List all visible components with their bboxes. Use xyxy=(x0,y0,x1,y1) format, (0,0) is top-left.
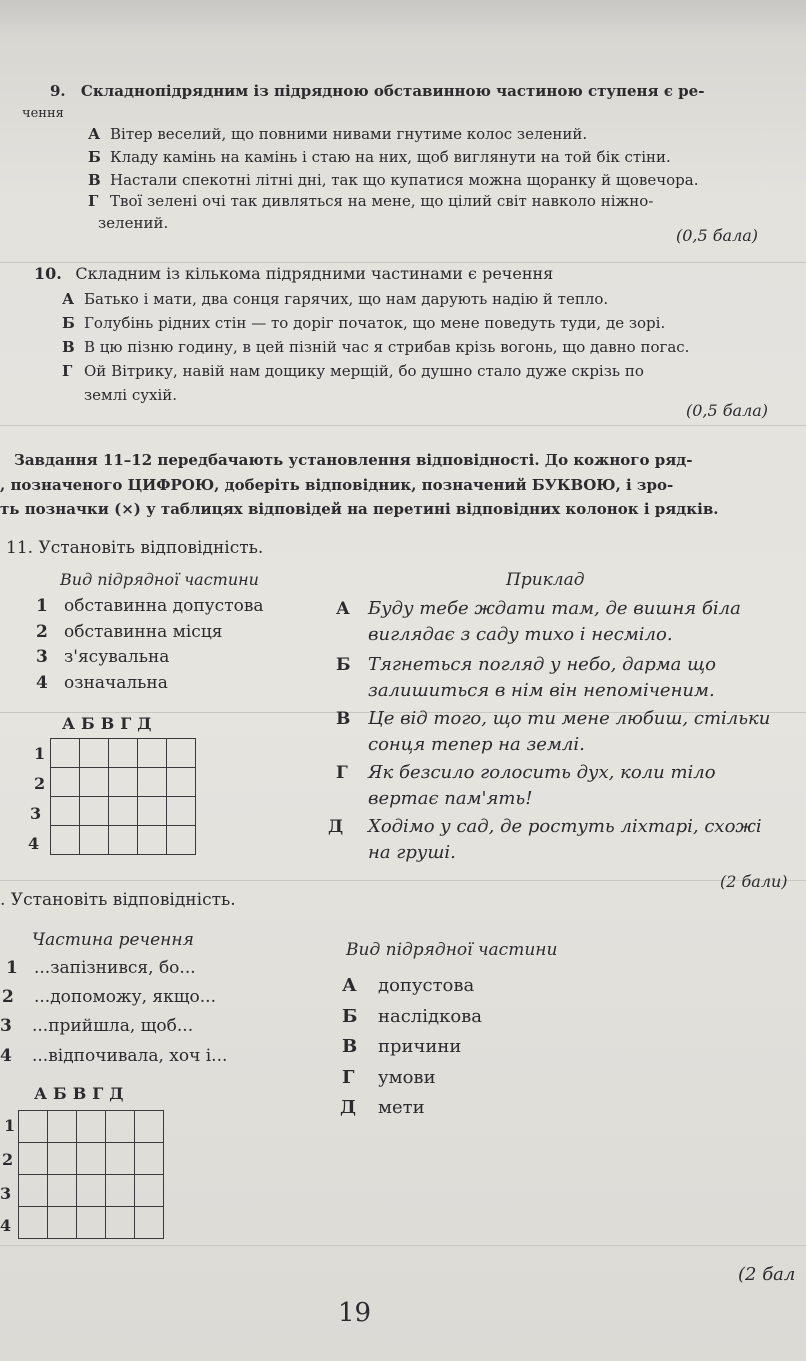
option-letter: В xyxy=(62,338,75,356)
type-letter: В xyxy=(342,1036,358,1057)
answer-cell[interactable] xyxy=(77,1175,106,1207)
q10-stem xyxy=(34,264,553,283)
q12-grid-row-label: 1 xyxy=(4,1116,16,1135)
q10-option-a xyxy=(62,290,608,308)
answer-cell[interactable] xyxy=(48,1143,77,1175)
item-number: 1 xyxy=(36,596,48,616)
item-text: ...допоможу, якщо... xyxy=(34,987,216,1007)
q12-title: . Установіть відповідність. xyxy=(0,890,236,910)
item-text: обставинна місця xyxy=(64,622,223,642)
instructions-line1: Завдання 11–12 передбачають установлення відповідності. До кожного ряд- xyxy=(14,451,693,469)
q12-item-2 xyxy=(2,987,216,1007)
answer-cell[interactable] xyxy=(106,1207,135,1239)
answer-cell[interactable] xyxy=(80,826,109,855)
q9-continuation: зелений. xyxy=(98,214,169,232)
answer-cell[interactable] xyxy=(106,1111,135,1143)
instructions-line3: ть позначки (×) у таблицях відповідей на перетині відповідних колонок і рядків. xyxy=(0,500,719,518)
example-line1: Тягнеться погляд у небо, дарма що xyxy=(368,654,716,675)
q9-stem-line2: чення xyxy=(22,106,64,121)
answer-cell[interactable] xyxy=(109,768,138,797)
answer-cell[interactable] xyxy=(80,768,109,797)
option-letter: Г xyxy=(62,362,73,380)
q11-example-c-line2: сонця тепер на землі. xyxy=(368,734,585,755)
answer-cell[interactable] xyxy=(138,739,167,768)
q11-grid-header: АБВГД xyxy=(62,714,158,733)
q12-item-1 xyxy=(6,958,196,978)
item-number: 3 xyxy=(0,1016,12,1036)
type-letter: Б xyxy=(342,1006,358,1027)
q10-option-c xyxy=(62,338,689,356)
q10-stem-text: Складним із кількома підрядними частинами є речення xyxy=(75,264,554,283)
q11-example-a xyxy=(336,598,741,619)
q11-right-header: Приклад xyxy=(506,570,585,590)
item-number: 1 xyxy=(6,958,18,978)
type-text: наслідкова xyxy=(378,1006,483,1027)
q9-option-c xyxy=(88,171,698,189)
q11-item-4 xyxy=(36,673,168,693)
q11-answer-grid xyxy=(50,738,196,855)
q9-option-d xyxy=(88,192,653,210)
q12-grid-row-label: 2 xyxy=(2,1150,14,1169)
example-letter: А xyxy=(336,599,350,619)
answer-cell[interactable] xyxy=(51,739,80,768)
item-text: обставинна допустова xyxy=(64,596,264,616)
answer-cell[interactable] xyxy=(135,1207,164,1239)
q11-grid-row-label: 4 xyxy=(28,834,40,853)
q11-example-c xyxy=(336,708,770,729)
q11-item-2 xyxy=(36,622,222,642)
item-number: 4 xyxy=(0,1046,12,1066)
option-text: В цю пізню годину, в цей пізній час я стрибав крізь вогонь, що давно погас. xyxy=(84,338,690,356)
item-number: 4 xyxy=(36,673,48,693)
answer-cell[interactable] xyxy=(106,1175,135,1207)
q12-left-header: Частина речення xyxy=(32,930,194,950)
option-letter: Б xyxy=(88,148,101,166)
option-text: Голубінь рідних стін — то доріг початок, що мене поведуть туди, де зорі. xyxy=(84,314,666,332)
option-letter: А xyxy=(62,290,75,308)
q9-option-b xyxy=(88,148,671,166)
item-text: ...запізнився, бо... xyxy=(34,958,196,978)
answer-cell[interactable] xyxy=(51,797,80,826)
answer-cell[interactable] xyxy=(48,1207,77,1239)
q9-stem xyxy=(50,82,704,100)
q11-item-1 xyxy=(36,596,264,616)
q12-right-header: Вид підрядної частини xyxy=(346,940,558,960)
option-letter: Б xyxy=(62,314,75,332)
item-text: означальна xyxy=(64,673,168,693)
q9-number: 9. xyxy=(50,82,66,100)
answer-cell[interactable] xyxy=(109,797,138,826)
option-letter: А xyxy=(88,125,101,143)
answer-cell[interactable] xyxy=(48,1111,77,1143)
item-text: ...прийшла, щоб... xyxy=(32,1016,194,1036)
answer-cell[interactable] xyxy=(109,739,138,768)
example-letter: Д xyxy=(328,817,344,837)
type-text: умови xyxy=(378,1067,436,1088)
q10-number: 10. xyxy=(34,264,62,283)
q10-continuation: землі сухій. xyxy=(84,386,178,404)
q12-item-4 xyxy=(0,1046,227,1066)
page-number: 19 xyxy=(338,1298,372,1328)
q12-grid-header: АБВГД xyxy=(34,1084,130,1103)
q11-example-b-line2: залишиться в нім він непоміченим. xyxy=(368,680,715,701)
answer-cell[interactable] xyxy=(138,797,167,826)
example-letter: Г xyxy=(336,763,348,783)
answer-cell[interactable] xyxy=(77,1111,106,1143)
answer-cell[interactable] xyxy=(80,797,109,826)
option-letter: Г xyxy=(88,192,99,210)
option-text: Батько і мати, два сонця гарячих, що нам дарують надію й тепло. xyxy=(84,290,609,308)
q9-points: (0,5 бала) xyxy=(676,226,759,245)
answer-cell[interactable] xyxy=(51,768,80,797)
q11-example-e-line2: на груші. xyxy=(368,842,456,863)
q11-item-3 xyxy=(36,647,169,667)
q11-example-a-line2: виглядає з саду тихо і несміло. xyxy=(368,624,673,645)
answer-cell[interactable] xyxy=(138,768,167,797)
example-letter: В xyxy=(336,709,351,729)
option-text: Ой Вітрику, навій нам дощику мерщій, бо душно стало дуже скрізь по xyxy=(84,362,644,380)
q12-type-d xyxy=(342,1067,436,1088)
option-letter: В xyxy=(88,171,101,189)
q11-example-b xyxy=(336,654,716,675)
q11-title: 11. Установіть відповідність. xyxy=(6,538,264,558)
q12-type-c xyxy=(342,1036,461,1057)
q9-stem-line1: Складнопідрядним із підрядною обставинною частиною ступеня є ре- xyxy=(80,82,705,100)
item-number: 3 xyxy=(36,647,48,667)
answer-cell[interactable] xyxy=(135,1143,164,1175)
example-line1: Буду тебе ждати там, де вишня біла xyxy=(368,598,741,619)
item-text: з'ясувальна xyxy=(64,647,170,667)
q12-type-e xyxy=(340,1097,425,1118)
answer-cell[interactable] xyxy=(51,826,80,855)
answer-cell[interactable] xyxy=(77,1143,106,1175)
answer-cell[interactable] xyxy=(48,1175,77,1207)
option-text: Твої зелені очі так дивляться на мене, що цілий світ навколо ніжно- xyxy=(110,192,654,210)
option-text: Вітер веселий, що повними нивами гнутиме колос зелений. xyxy=(110,125,588,143)
type-letter: А xyxy=(342,975,357,996)
example-line1: Як безсило голосить дух, коли тіло xyxy=(368,762,716,783)
answer-cell[interactable] xyxy=(19,1207,48,1239)
answer-cell[interactable] xyxy=(167,826,196,855)
type-text: мети xyxy=(378,1097,425,1118)
type-letter: Д xyxy=(340,1097,357,1118)
answer-cell[interactable] xyxy=(77,1207,106,1239)
type-text: причини xyxy=(378,1036,462,1057)
q12-answer-grid xyxy=(18,1110,164,1239)
q12-points: (2 бал xyxy=(738,1264,796,1285)
q10-points: (0,5 бала) xyxy=(686,401,769,420)
item-number: 2 xyxy=(36,622,48,642)
type-letter: Г xyxy=(342,1067,355,1088)
q12-type-b xyxy=(342,1006,482,1027)
answer-cell[interactable] xyxy=(167,768,196,797)
answer-cell[interactable] xyxy=(135,1175,164,1207)
q9-option-a xyxy=(88,125,587,143)
instructions-line2: , позначеного ЦИФРОЮ, доберіть відповідник, позначений БУКВОЮ, і зро- xyxy=(0,476,674,494)
answer-cell[interactable] xyxy=(167,739,196,768)
q11-left-header: Вид підрядної частини xyxy=(60,570,259,589)
q10-option-d xyxy=(62,362,644,380)
q11-grid-row-label: 2 xyxy=(34,774,46,793)
q11-example-e xyxy=(328,816,762,837)
q11-example-d-line2: вертає пам'ять! xyxy=(368,788,533,809)
option-text: Кладу камінь на камінь і стаю на них, щоб виглянути на той бік стіни. xyxy=(110,148,671,166)
example-letter: Б xyxy=(336,655,351,675)
answer-cell[interactable] xyxy=(138,826,167,855)
answer-cell[interactable] xyxy=(109,826,138,855)
answer-cell[interactable] xyxy=(80,739,109,768)
item-number: 2 xyxy=(2,987,14,1007)
answer-cell[interactable] xyxy=(19,1111,48,1143)
q12-item-3 xyxy=(0,1016,193,1036)
q11-grid-row-label: 1 xyxy=(34,744,46,763)
q12-grid-row-label: 4 xyxy=(0,1216,12,1235)
q12-grid-row-label: 3 xyxy=(0,1184,12,1203)
answer-cell[interactable] xyxy=(135,1111,164,1143)
option-text: Настали спекотні літні дні, так що купатися можна щоранку й щовечора. xyxy=(110,171,699,189)
example-line1: Ходімо у сад, де ростуть ліхтарі, схожі xyxy=(368,816,762,837)
answer-cell[interactable] xyxy=(167,797,196,826)
q11-grid-row-label: 3 xyxy=(30,804,42,823)
answer-cell[interactable] xyxy=(19,1175,48,1207)
example-line1: Це від того, що ти мене любиш, стільки xyxy=(368,708,771,729)
answer-cell[interactable] xyxy=(19,1143,48,1175)
q11-example-d xyxy=(336,762,716,783)
item-text: ...відпочивала, хоч і... xyxy=(32,1046,228,1066)
answer-cell[interactable] xyxy=(106,1143,135,1175)
q10-option-b xyxy=(62,314,665,332)
q12-type-a xyxy=(342,975,474,996)
q11-points: (2 бали) xyxy=(720,872,788,891)
type-text: допустова xyxy=(378,975,475,996)
